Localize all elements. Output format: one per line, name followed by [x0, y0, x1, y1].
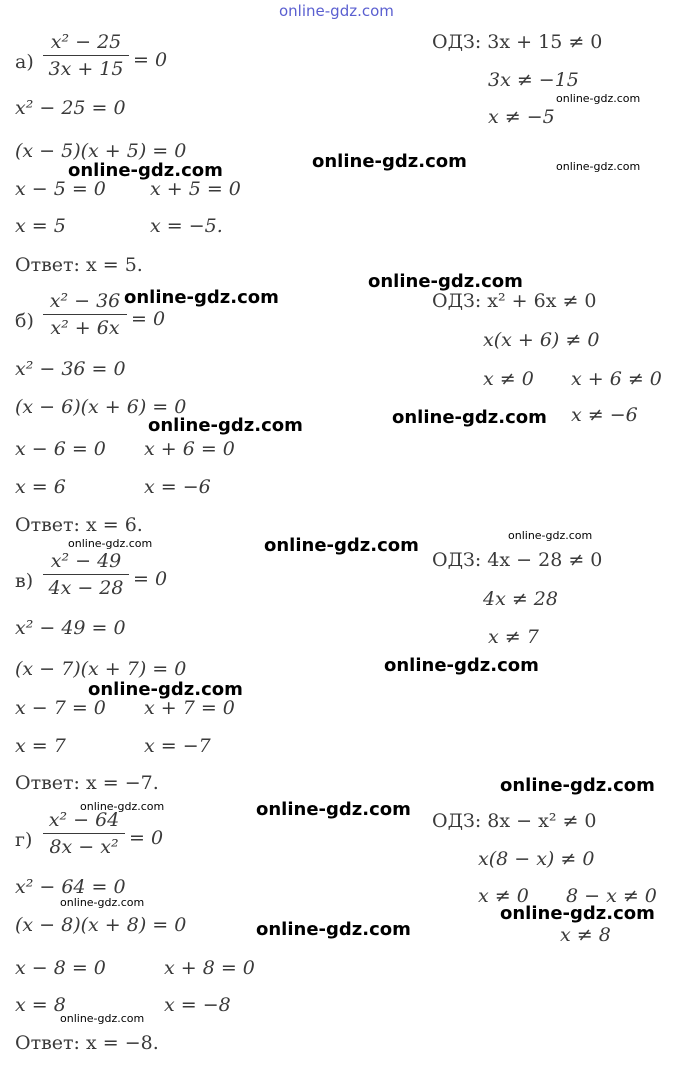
- part-d-step: x² − 64 = 0: [15, 876, 126, 898]
- part-d-step: x = −8: [164, 994, 231, 1016]
- watermark: online-gdz.com: [384, 655, 539, 676]
- part-c-numerator: x² − 49: [50, 550, 122, 572]
- part-d-odz: x(8 − x) ≠ 0: [478, 848, 595, 870]
- part-c-answer: Ответ: x = −7.: [15, 772, 159, 794]
- fraction-bar: [43, 574, 129, 575]
- part-d-odz: x ≠ 0: [478, 885, 529, 907]
- part-b-odz: x + 6 ≠ 0: [571, 368, 662, 390]
- watermark: online-gdz.com: [80, 800, 165, 813]
- watermark: online-gdz.com: [88, 679, 243, 700]
- watermark: online-gdz.com: [148, 415, 303, 436]
- part-a-step: x = −5.: [150, 215, 223, 237]
- watermark: online-gdz.com: [60, 896, 145, 909]
- part-c-step: x + 7 = 0: [144, 697, 235, 719]
- part-c-step: x = −7: [144, 735, 211, 757]
- watermark: online-gdz.com: [508, 529, 593, 542]
- part-b-step: x = −6: [144, 476, 211, 498]
- part-d-odz: 8 − x ≠ 0: [566, 885, 657, 907]
- part-a-label: а): [15, 51, 34, 73]
- part-a-odz: ОДЗ: 3x + 15 ≠ 0: [432, 31, 603, 53]
- part-b-label: б): [15, 310, 34, 332]
- part-b-step: x + 6 = 0: [144, 438, 235, 460]
- watermark: online-gdz.com: [68, 160, 223, 181]
- part-c-step: x − 7 = 0: [15, 697, 106, 719]
- part-b-equals: = 0: [131, 308, 166, 330]
- watermark: online-gdz.com: [124, 287, 279, 308]
- part-a-step: x − 5 = 0: [15, 178, 106, 200]
- part-b-step: x = 6: [15, 476, 66, 498]
- part-d-answer: Ответ: x = −8.: [15, 1032, 159, 1054]
- watermark: online-gdz.com: [368, 271, 523, 292]
- watermark: online-gdz.com: [392, 407, 547, 428]
- part-c-odz: x ≠ 7: [488, 626, 539, 648]
- part-c-step: x = 7: [15, 735, 66, 757]
- part-b-odz: x ≠ −6: [571, 404, 638, 426]
- part-a-odz: x ≠ −5: [488, 106, 555, 128]
- part-c-step: x² − 49 = 0: [15, 617, 126, 639]
- part-d-step: x + 8 = 0: [164, 957, 255, 979]
- part-b-denominator: x² + 6x: [50, 317, 120, 339]
- part-b-odz: x ≠ 0: [483, 368, 534, 390]
- fraction-bar: [43, 833, 125, 834]
- part-b-step: (x − 6)(x + 6) = 0: [15, 396, 187, 418]
- part-d-step: x = 8: [15, 994, 66, 1016]
- watermark: online-gdz.com: [500, 903, 655, 924]
- watermark: online-gdz.com: [312, 151, 467, 172]
- part-d-odz: ОДЗ: 8x − x² ≠ 0: [432, 810, 597, 832]
- watermark: online-gdz.com: [500, 775, 655, 796]
- watermark: online-gdz.com: [256, 919, 411, 940]
- part-a-step: (x − 5)(x + 5) = 0: [15, 140, 187, 162]
- part-c-fraction: [43, 549, 129, 600]
- watermark: online-gdz.com: [556, 160, 641, 173]
- part-a-answer: Ответ: x = 5.: [15, 254, 143, 276]
- part-d-label: г): [15, 829, 33, 851]
- watermark: online-gdz.com: [264, 535, 419, 556]
- part-b-fraction: [43, 289, 127, 340]
- part-c-label: в): [15, 570, 34, 592]
- part-b-odz: ОДЗ: x² + 6x ≠ 0: [432, 290, 597, 312]
- watermark: online-gdz.com: [68, 537, 153, 550]
- part-b-odz: x(x + 6) ≠ 0: [483, 329, 600, 351]
- part-a-step: x² − 25 = 0: [15, 97, 126, 119]
- part-c-step: (x − 7)(x + 7) = 0: [15, 658, 187, 680]
- part-d-odz: x ≠ 8: [560, 924, 611, 946]
- part-a-odz: 3x ≠ −15: [488, 69, 579, 91]
- part-a-numerator: x² − 25: [50, 31, 122, 53]
- part-d-denominator: 8x − x²: [49, 836, 119, 858]
- part-a-equals: = 0: [133, 49, 168, 71]
- part-b-answer: Ответ: x = 6.: [15, 514, 143, 536]
- part-a-denominator: 3x + 15: [48, 58, 124, 80]
- watermark: online-gdz.com: [256, 799, 411, 820]
- watermark-top: online-gdz.com: [279, 2, 394, 20]
- part-a-step: x = 5: [15, 215, 66, 237]
- fraction-bar: [43, 55, 129, 56]
- part-b-numerator: x² − 36: [49, 290, 121, 312]
- watermark: online-gdz.com: [60, 1012, 145, 1025]
- part-a-step: x + 5 = 0: [150, 178, 241, 200]
- part-c-odz: ОДЗ: 4x − 28 ≠ 0: [432, 549, 603, 571]
- fraction-bar: [43, 314, 127, 315]
- part-b-step: x − 6 = 0: [15, 438, 106, 460]
- part-d-fraction: [43, 808, 125, 859]
- watermark: online-gdz.com: [556, 92, 641, 105]
- part-d-step: (x − 8)(x + 8) = 0: [15, 914, 187, 936]
- part-c-odz: 4x ≠ 28: [483, 588, 558, 610]
- part-c-denominator: 4x − 28: [48, 577, 124, 599]
- part-c-equals: = 0: [133, 568, 168, 590]
- part-d-numerator: x² − 64: [48, 809, 120, 831]
- part-b-step: x² − 36 = 0: [15, 358, 126, 380]
- part-d-step: x − 8 = 0: [15, 957, 106, 979]
- part-a-fraction: [43, 30, 129, 81]
- part-d-equals: = 0: [129, 827, 164, 849]
